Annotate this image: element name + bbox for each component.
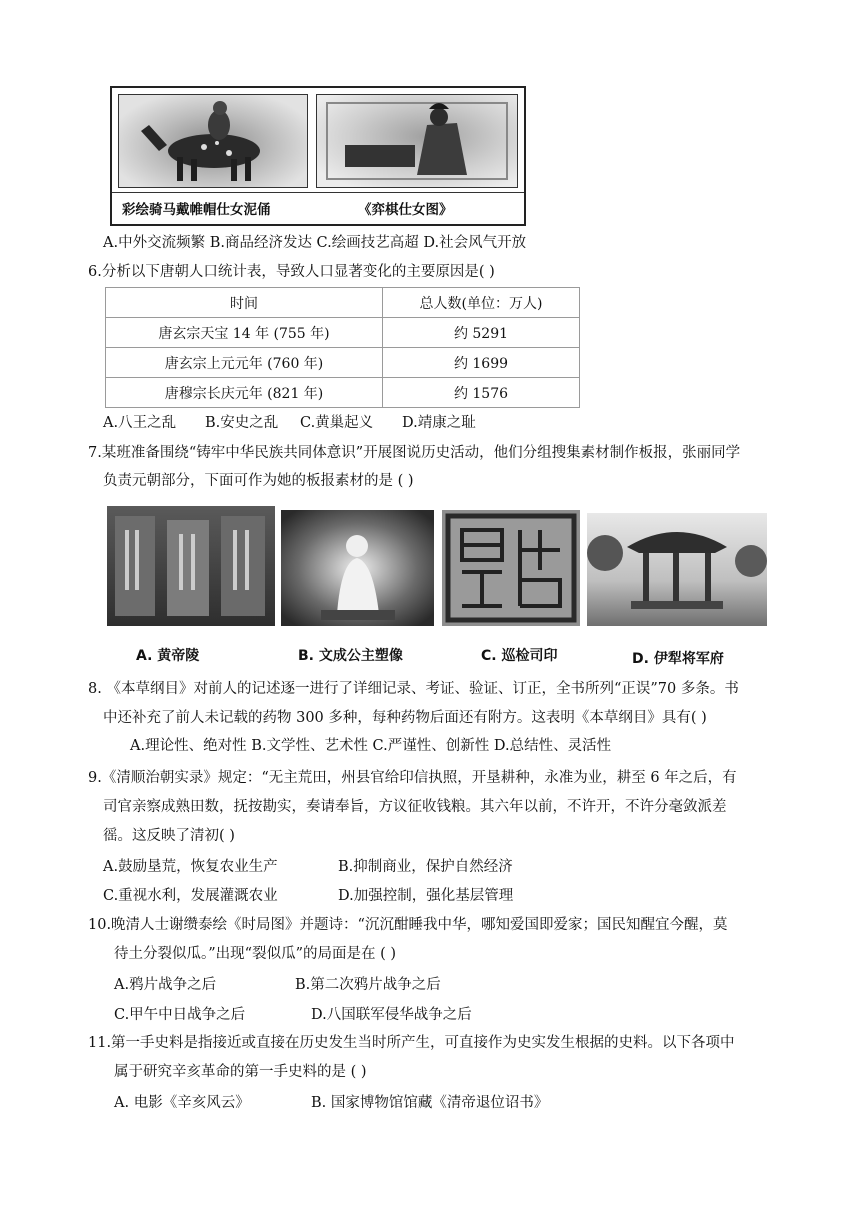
q9-stem-line2: 司官亲察成熟田数，抚按勘实，奏请奉旨，方议征收钱粮。其六年以前，不许开，不许分毫敛派差 [103,799,727,815]
q11-option-b: B. 国家博物馆馆藏《清帝退位诏书》 [311,1095,549,1111]
q8-options: A.理论性、绝对性 B.文学性、艺术性 C.严谨性、创新性 D.总结性、灵活性 [130,738,612,754]
table-row [106,318,580,348]
q8-stem-line2: 中还补充了前人未记载的药物 300 多种，每种药物后面还有附方。这表明《本草纲目》具有( ) [103,710,707,726]
q6-option-b: B.安史之乱 [205,415,279,431]
pavilion-icon [587,513,767,626]
right-photo [316,94,518,188]
table-cell: 唐穆宗长庆元年 (821 年) [106,378,383,408]
q7-stem-line1: 7.某班准备围绕“铸牢中华民族共同体意识”开展图说历史活动，他们分组搜集素材制作板报，张丽同学 [88,445,741,461]
q10-option-a: A.鸦片战争之后 [114,977,217,993]
q5-options: A.中外交流频繁 B.商品经济发达 C.绘画技艺高超 D.社会风气开放 [103,235,527,251]
seal-icon [442,510,580,626]
q5-figure [110,86,526,226]
table-header-row [106,288,580,318]
q10-stem-line1: 10.晚清人士谢缵泰绘《时局图》并题诗：“沉沉酣睡我中华，哪知爱国即爱家；国民知醒宜今醒，莫 [88,917,728,933]
q11-option-a: A. 电影《辛亥风云》 [114,1095,250,1111]
q6-option-a: A.八王之乱 [103,415,177,431]
table-cell: 唐玄宗天宝 14 年 (755 年) [106,318,383,348]
q9-option-b: B.抑制商业，保护自然经济 [338,859,513,875]
table-row [106,378,580,408]
q9-option-a: A.鼓励垦荒，恢复农业生产 [103,859,278,875]
statue-icon [281,510,434,626]
header-time: 时间 [106,288,383,318]
photo-wencheng-statue [281,510,434,626]
photo-huangdi-mausoleum [107,506,275,626]
table-cell: 约 5291 [383,318,580,348]
q9-stem-line1: 9.《清顺治朝实录》规定：“无主荒田，州县官给印信执照，开垦耕种，永准为业，耕至 6 年之后，有 [88,770,737,786]
q9-stem-line3: 徭。这反映了清初( ) [103,828,235,844]
q6-stem: 6.分析以下唐朝人口统计表，导致人口显著变化的主要原因是( ) [88,264,495,280]
q10-option-c: C.甲午中日战争之后 [114,1007,246,1023]
q10-option-d: D.八国联军侵华战争之后 [311,1007,472,1023]
right-photo-caption: 《弈棋仕女图》 [358,202,453,218]
stone-tablets-icon [107,506,275,626]
table-cell: 约 1576 [383,378,580,408]
q7-caption-c: C. 巡检司印 [481,648,558,664]
q6-option-c: C.黄巢起义 [300,415,374,431]
photo-divider [112,192,524,193]
left-photo [118,94,308,188]
photo-seal [442,510,580,626]
q8-stem-line1: 8. 《本草纲目》对前人的记述逐一进行了详细记录、考证、验证、订正，全书所列“正误”70 多条。书 [88,681,739,697]
q9-option-d: D.加强控制，强化基层管理 [338,888,514,904]
q10-option-b: B.第二次鸦片战争之后 [295,977,441,993]
table-row [106,348,580,378]
q6-option-d: D.靖康之耻 [402,415,476,431]
q7-caption-a: A. 黄帝陵 [136,648,200,664]
q7-stem-line2: 负责元朝部分，下面可作为她的板报素材的是 ( ) [103,473,414,489]
q11-stem-line2: 属于研究辛亥革命的第一手史料的是 ( ) [114,1064,367,1080]
q9-option-c: C.重视水利，发展灌溉农业 [103,888,278,904]
left-photo-caption: 彩绘骑马戴帷帽仕女泥俑 [122,202,271,218]
photo-yili-mansion [587,513,767,626]
header-population: 总人数(单位：万人) [383,288,580,318]
table-cell: 唐玄宗上元元年 (760 年) [106,348,383,378]
q7-caption-b: B. 文成公主塑像 [298,648,403,664]
horse-rider-figurine-icon [119,95,307,187]
q10-stem-line2: 待土分裂似瓜。”出现“裂似瓜”的局面是在 ( ) [114,946,397,962]
chess-lady-painting-icon [317,95,517,187]
population-table [105,287,580,408]
q7-caption-d: D. 伊犁将军府 [632,651,724,667]
q11-stem-line1: 11.第一手史料是指接近或直接在历史发生当时所产生，可直接作为史实发生根据的史料。以下各项中 [88,1035,735,1051]
table-cell: 约 1699 [383,348,580,378]
